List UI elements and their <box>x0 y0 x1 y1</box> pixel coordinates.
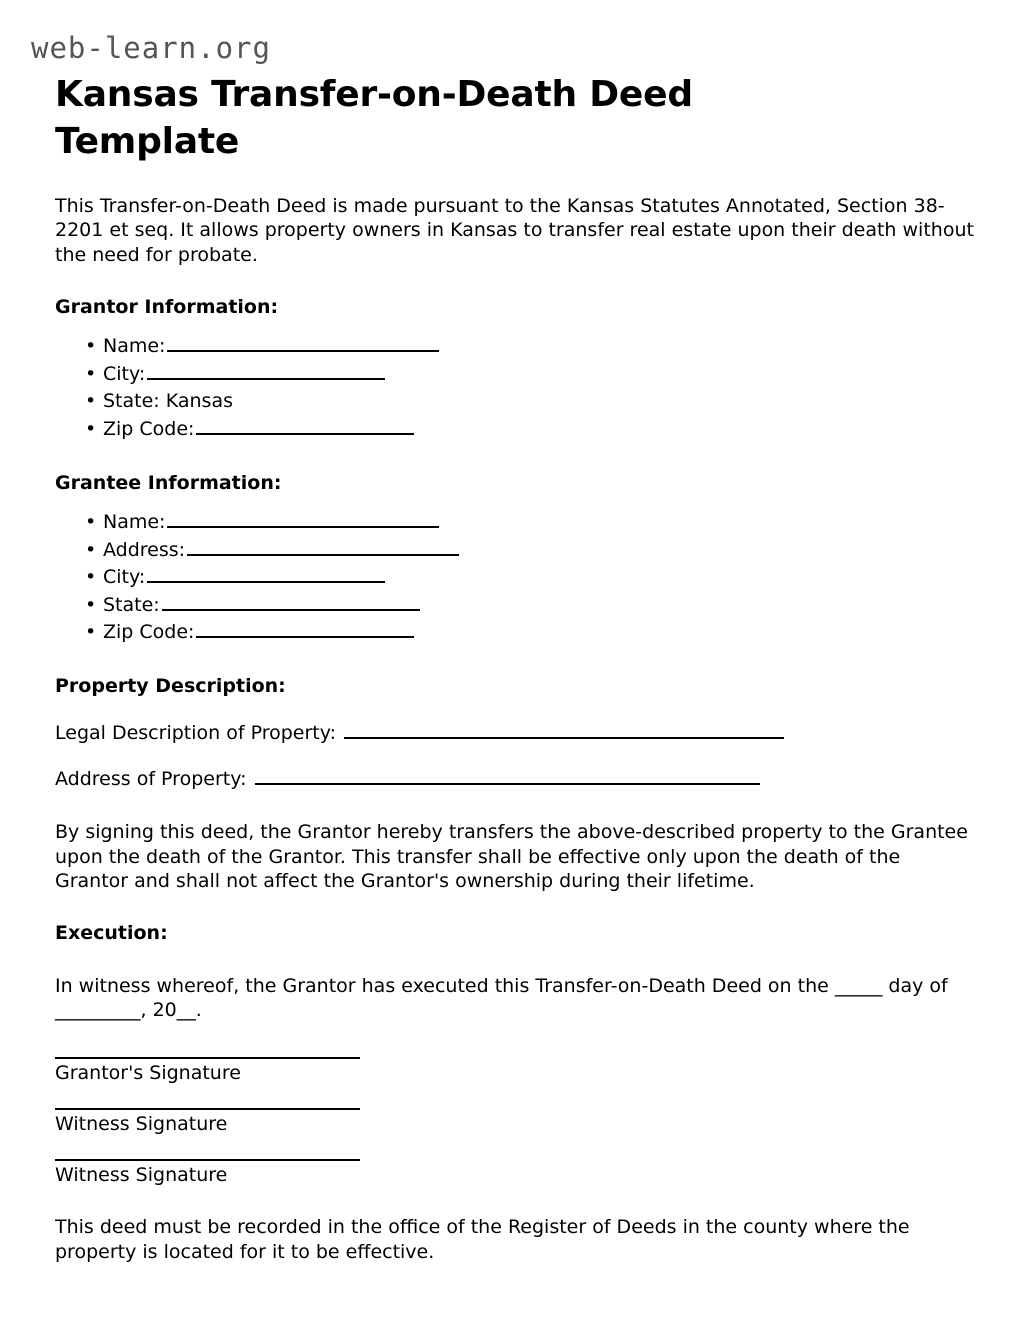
grantor-field-label: Zip Code: <box>103 417 195 440</box>
grantee-field-blank[interactable] <box>147 567 385 583</box>
property-address-label: Address of Property: <box>55 768 247 791</box>
grantor-field-value: Kansas <box>159 390 233 413</box>
grantee-field-blank[interactable] <box>196 622 414 638</box>
signature-line-group <box>55 1108 975 1137</box>
page-title: Kansas Transfer-on-Death Deed Template <box>55 74 693 162</box>
list-item <box>103 537 975 565</box>
witness-clause-paragraph: In witness whereof, the Grantor has executed this Transfer-on-Death Deed on the _____ day of _________, 20__. <box>55 974 948 1022</box>
grantee-field-label: Name: <box>103 511 166 534</box>
signature-block <box>55 1057 975 1187</box>
property-address-field <box>55 767 975 792</box>
list-item <box>103 509 975 537</box>
legal-description-blank[interactable] <box>344 723 784 739</box>
list-item <box>103 564 975 592</box>
grantee-field-label: City: <box>103 566 146 589</box>
grantor-field-blank[interactable] <box>167 336 439 352</box>
grantee-field-blank[interactable] <box>167 512 439 528</box>
transfer-clause-paragraph: By signing this deed, the Grantor hereby transfers the above-described property to the Grantee upon the death of the Grantor. This transfer shall be effective only upon the death of the Grantor and shall not affect the Grantor's ownership during their lifetime. <box>55 821 968 893</box>
grantor-field-blank[interactable] <box>147 364 385 380</box>
grantor-section-heading: Grantor Information: <box>55 295 279 318</box>
signature-rule[interactable] <box>55 1159 360 1161</box>
intro-paragraph: This Transfer-on-Death Deed is made pursuant to the Kansas Statutes Annotated, Section 38-2201 et seq. It allows property owners in Kansas to transfer real estate upon their death without the need for probate. <box>55 194 974 266</box>
list-item <box>103 592 975 620</box>
legal-description-label: Legal Description of Property: <box>55 721 336 744</box>
document-body <box>55 72 975 1265</box>
signature-label: Witness Signature <box>55 1163 228 1186</box>
site-brand: web-learn.org <box>31 31 271 65</box>
list-item <box>103 388 975 416</box>
signature-label: Witness Signature <box>55 1112 228 1135</box>
signature-line-group <box>55 1159 975 1188</box>
grantor-field-label: Name: <box>103 335 166 358</box>
property-section-heading: Property Description: <box>55 674 286 697</box>
signature-rule[interactable] <box>55 1108 360 1110</box>
property-address-blank[interactable] <box>255 769 760 785</box>
grantor-field-label: City: <box>103 362 146 385</box>
signature-line-group <box>55 1057 975 1086</box>
list-item <box>103 619 975 647</box>
grantee-field-blank[interactable] <box>162 595 420 611</box>
signature-rule[interactable] <box>55 1057 360 1059</box>
grantee-field-list <box>55 509 975 647</box>
list-item <box>103 416 975 444</box>
grantor-field-blank[interactable] <box>196 419 414 435</box>
grantee-field-label: State: <box>103 593 160 616</box>
signature-label: Grantor's Signature <box>55 1062 241 1085</box>
grantee-field-blank[interactable] <box>187 540 459 556</box>
grantee-section-heading: Grantee Information: <box>55 471 282 494</box>
grantee-field-label: Address: <box>103 538 186 561</box>
grantee-field-label: Zip Code: <box>103 621 195 644</box>
execution-section-heading: Execution: <box>55 922 168 945</box>
grantor-field-label: State: <box>103 390 160 413</box>
list-item <box>103 333 975 361</box>
list-item <box>103 361 975 389</box>
legal-description-field <box>55 721 975 746</box>
recording-notice-paragraph: This deed must be recorded in the office of the Register of Deeds in the county where the property is located for it to be effective. <box>55 1216 910 1264</box>
grantor-field-list <box>55 333 975 443</box>
